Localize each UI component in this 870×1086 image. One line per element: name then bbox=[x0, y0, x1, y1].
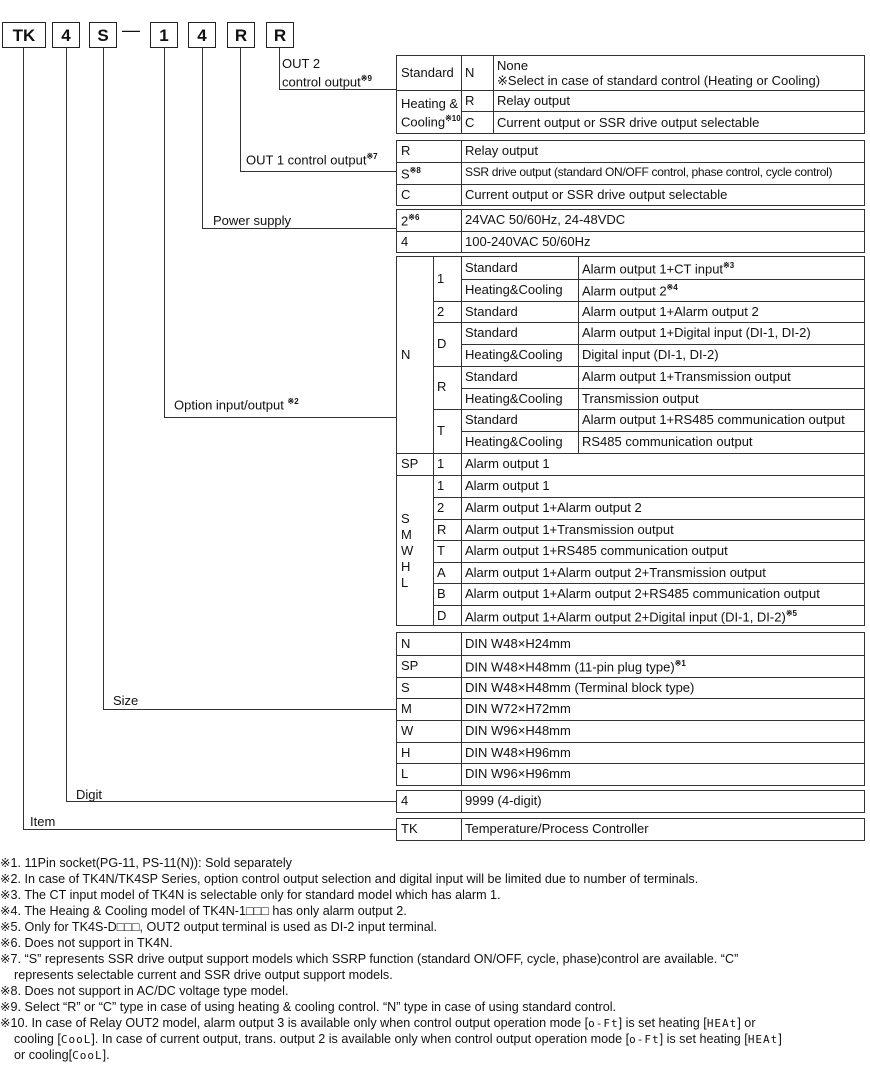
footnote: ※1. 11Pin socket(PG-11, PS-11(N)): Sold separately bbox=[0, 856, 292, 870]
item-desc: Temperature/Process Controller bbox=[465, 821, 649, 836]
option-smwhl-sub: D bbox=[437, 608, 447, 623]
option-sub-t: T bbox=[437, 423, 445, 438]
size-table bbox=[396, 632, 865, 786]
option-desc: Alarm output 1+Digital input (DI-1, DI-2) bbox=[582, 325, 811, 340]
option-smwhl-desc: Alarm output 1+Transmission output bbox=[465, 522, 674, 537]
size-desc: DIN W72×H72mm bbox=[465, 701, 571, 716]
option-code-smwhl: S M W H L bbox=[401, 511, 414, 590]
label-out1: OUT 1 control output$^{※7}$ bbox=[246, 152, 378, 168]
option-type: Heating&Cooling bbox=[465, 347, 563, 362]
option-smwhl-desc: Alarm output 1 bbox=[465, 478, 550, 493]
option-sub-1: 1 bbox=[437, 271, 445, 286]
size-code: SP bbox=[401, 658, 419, 673]
option-sp-sub: 1 bbox=[437, 456, 445, 471]
size-desc: DIN W96×H96mm bbox=[465, 766, 571, 781]
size-code: L bbox=[401, 766, 409, 781]
size-code: S bbox=[401, 680, 410, 695]
option-type: Standard bbox=[465, 369, 518, 384]
size-desc: DIN W48×H24mm bbox=[465, 636, 571, 651]
footnote: ※8. Does not support in AC/DC voltage type model. bbox=[0, 984, 289, 998]
out2-code-n: N bbox=[465, 65, 475, 80]
footnote: represents selectable current and SSR drive output support models. bbox=[14, 968, 393, 982]
digit-desc: 9999 (4-digit) bbox=[465, 793, 542, 808]
option-type: Standard bbox=[465, 260, 518, 275]
footnote: ※6. Does not support in TK4N. bbox=[0, 936, 173, 950]
out2-desc-c: Current output or SSR drive output selectable bbox=[497, 115, 760, 130]
option-type: Standard bbox=[465, 325, 518, 340]
option-type: Standard bbox=[465, 304, 518, 319]
option-desc: Alarm output 1+Transmission output bbox=[582, 369, 791, 384]
footnote-10-line3: or cooling[CooL]. bbox=[14, 1048, 110, 1062]
power-desc-4: 100-240VAC 50/60Hz bbox=[465, 234, 591, 249]
out1-desc-c: Current output or SSR drive output selectable bbox=[465, 187, 728, 202]
option-type: Heating&Cooling bbox=[465, 391, 563, 406]
option-desc: Transmission output bbox=[582, 391, 699, 406]
label-item: Item bbox=[30, 814, 56, 829]
option-smwhl-sub: A bbox=[437, 565, 446, 580]
size-desc: DIN W48×H96mm bbox=[465, 745, 571, 760]
option-smwhl-desc: Alarm output 1+RS485 communication output bbox=[465, 543, 728, 558]
option-desc: Alarm output 1+Alarm output 2 bbox=[582, 304, 759, 319]
option-smwhl-sub: T bbox=[437, 543, 445, 558]
code-box-power: 4 bbox=[188, 22, 216, 48]
label-digit: Digit bbox=[76, 787, 103, 802]
out1-desc-r: Relay output bbox=[465, 143, 538, 158]
label-out2: OUT 2 control output$^{※9}$ bbox=[282, 56, 372, 90]
option-code-n: N bbox=[401, 347, 411, 362]
option-type: Heating&Cooling bbox=[465, 282, 563, 297]
option-desc: RS485 communication output bbox=[582, 434, 753, 449]
out1-code-r: R bbox=[401, 143, 411, 158]
out2-standard-label: Standard bbox=[401, 65, 454, 80]
out2-code-c: C bbox=[465, 115, 475, 130]
power-table bbox=[396, 209, 865, 253]
power-code-4: 4 bbox=[401, 234, 409, 249]
size-code: N bbox=[401, 636, 411, 651]
size-desc: DIN W48×H48mm (11-pin plug type)$^{※1}$ bbox=[465, 659, 686, 675]
size-desc: DIN W96×H48mm bbox=[465, 723, 571, 738]
item-table bbox=[396, 818, 865, 841]
code-box-out2: R bbox=[266, 22, 294, 48]
code-box-out1: R bbox=[227, 22, 255, 48]
footnote-10-line2: cooling [CooL]. In case of current output, trans. output 2 is available only when control output operation mode [o-Ft] is set heating [HEAt] bbox=[14, 1032, 782, 1046]
size-code: H bbox=[401, 745, 411, 760]
option-smwhl-desc: Alarm output 1+Alarm output 2 bbox=[465, 500, 642, 515]
option-desc: Digital input (DI-1, DI-2) bbox=[582, 347, 719, 362]
code-box-tk: TK bbox=[2, 22, 46, 48]
digit-code: 4 bbox=[401, 793, 409, 808]
digit-table bbox=[396, 790, 865, 813]
item-code: TK bbox=[401, 821, 418, 836]
code-box-digit: 4 bbox=[52, 22, 80, 48]
out1-code-s: $S^{※8}$ bbox=[401, 166, 421, 182]
code-box-size: S bbox=[89, 22, 117, 48]
option-smwhl-sub: 1 bbox=[437, 478, 445, 493]
out1-table bbox=[396, 140, 865, 206]
footnote-10-line1: ※10. In case of Relay OUT2 model, alarm output 3 is available only when control output operation mode [o-Ft] is set heating [HEAt] or bbox=[0, 1016, 756, 1030]
option-desc: Alarm output 1+CT input$^{※3}$ bbox=[582, 261, 735, 277]
footnote: ※9. Select “R” or “C” type in case of using heating & cooling control. “N” type in case of using standard control. bbox=[0, 1000, 617, 1014]
footnote: ※3. The CT input model of TK4N is selectable only for standard model which has alarm 1. bbox=[0, 888, 501, 902]
option-sub-r: R bbox=[437, 379, 447, 394]
option-smwhl-sub: B bbox=[437, 586, 446, 601]
out1-code-c: C bbox=[401, 187, 411, 202]
size-desc: DIN W48×H48mm (Terminal block type) bbox=[465, 680, 695, 695]
out2-table bbox=[396, 55, 865, 134]
power-desc-2: 24VAC 50/60Hz, 24-48VDC bbox=[465, 212, 626, 227]
option-smwhl-sub: 2 bbox=[437, 500, 445, 515]
option-type: Heating&Cooling bbox=[465, 434, 563, 449]
option-smwhl-desc: Alarm output 1+Alarm output 2+Digital input (DI-1, DI-2)$^{※5}$ bbox=[465, 609, 797, 625]
label-size: Size bbox=[113, 693, 139, 708]
size-code: M bbox=[401, 701, 412, 716]
footnote: ※7. “S” represents SSR drive output support models which SSRP function (standard ON/OFF, cycle, phase)control are available. “C” bbox=[0, 952, 739, 966]
option-desc: Alarm output 1+RS485 communication output bbox=[582, 412, 845, 427]
out2-heating-label: Heating & Cooling$^{※10}$ bbox=[401, 96, 461, 130]
footnote: ※5. Only for TK4S-D□□□, OUT2 output terminal is used as DI-2 input terminal. bbox=[0, 920, 437, 934]
out1-desc-s: SSR drive output (standard ON/OFF control, phase control, cycle control) bbox=[465, 165, 833, 179]
option-table bbox=[396, 256, 865, 626]
option-sub-d: D bbox=[437, 336, 447, 351]
code-dash: — bbox=[122, 20, 140, 40]
out2-desc-r: Relay output bbox=[497, 93, 570, 108]
footnote: ※2. In case of TK4N/TK4SP Series, option control output selection and digital input will be limited due to number of terminals. bbox=[0, 872, 699, 886]
out2-code-r: R bbox=[465, 93, 475, 108]
option-smwhl-desc: Alarm output 1+Alarm output 2+Transmission output bbox=[465, 565, 766, 580]
code-box-option: 1 bbox=[150, 22, 178, 48]
option-smwhl-sub: R bbox=[437, 522, 447, 537]
power-code-2: 2$^{※6}$ bbox=[401, 213, 420, 229]
option-smwhl-desc: Alarm output 1+Alarm output 2+RS485 communication output bbox=[465, 586, 820, 601]
option-code-sp: SP bbox=[401, 456, 419, 471]
footnote: ※4. The Heaing & Cooling model of TK4N-1□□□ has only alarm output 2. bbox=[0, 904, 407, 918]
label-power: Power supply bbox=[213, 213, 292, 228]
option-sp-desc: Alarm output 1 bbox=[465, 456, 550, 471]
option-sub-2: 2 bbox=[437, 304, 445, 319]
label-option: Option input/output $^{※2}$ bbox=[174, 397, 299, 413]
size-code: W bbox=[401, 723, 414, 738]
out2-desc-n: None ※Select in case of standard control (Heating or Cooling) bbox=[497, 58, 821, 88]
option-type: Standard bbox=[465, 412, 518, 427]
option-desc: Alarm output 2$^{※4}$ bbox=[582, 283, 678, 299]
